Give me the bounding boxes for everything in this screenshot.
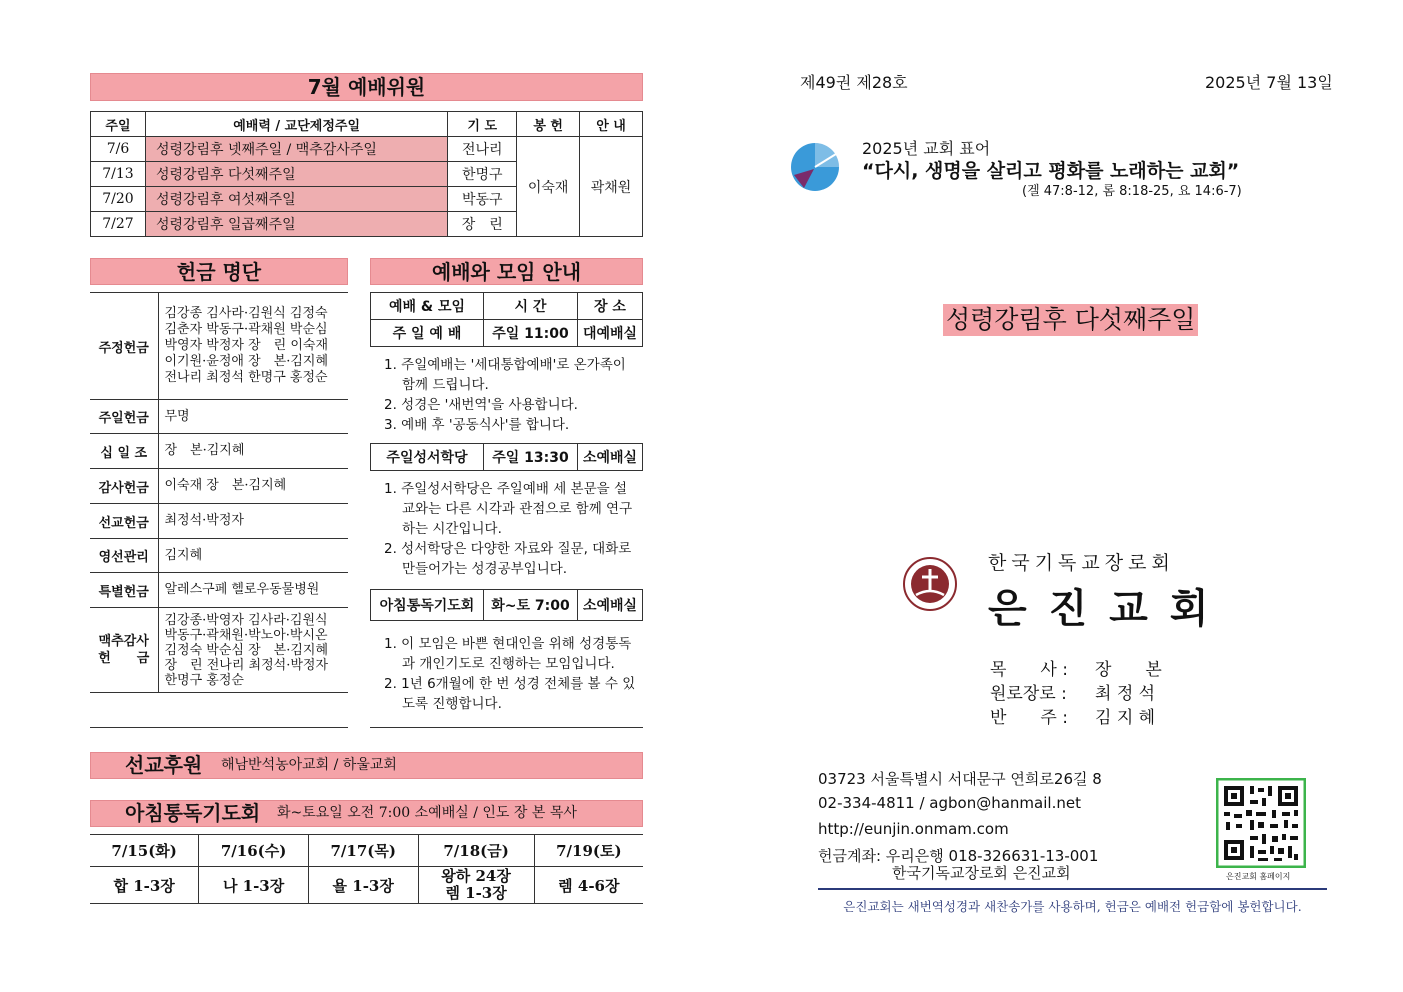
morning-day: 7/19(토)	[534, 835, 643, 867]
offering-line: 김춘자 박동구·곽채원 박순심	[164, 322, 328, 337]
footer-rule	[818, 888, 1327, 890]
guide-place: 대예배실	[578, 320, 643, 347]
account-label: 헌금계좌:	[818, 847, 882, 865]
church-name: 은 진 교 회	[988, 586, 1213, 632]
guide-bottom-rule	[370, 727, 643, 728]
offering-label: 십 일 조	[90, 434, 158, 469]
qr-caption: 은진교회 홈페이지	[1226, 872, 1291, 881]
morning-reading: 렘 4-6장	[534, 867, 643, 904]
worship-prayer: 전나리	[448, 137, 517, 162]
staff-name: 최 정 석	[1095, 684, 1156, 704]
worship-header: 예배력 / 교단제정주일	[145, 112, 447, 137]
worship-date: 7/20	[91, 187, 146, 212]
morning-day: 7/18(금)	[418, 835, 534, 867]
worship-usher: 곽채원	[580, 137, 643, 237]
worship-header: 봉 헌	[517, 112, 580, 137]
staff-role: 목 사 :	[990, 660, 1068, 680]
guide-item: 1. 주일예배는 '세대통합예배'로 온가족이 함께 드립니다.	[384, 357, 626, 393]
offering-names: 알레스구페 헬로우동물병원	[158, 573, 348, 608]
guide-name: 주 일 예 배	[371, 320, 484, 347]
guide-header-cell: 시 간	[484, 293, 578, 320]
morning-reading: 합 1-3장	[90, 867, 199, 904]
guide-list	[380, 355, 638, 435]
offering-names: 김지혜	[158, 539, 348, 573]
offering-line: 박영자 박정자 장 린 이숙재	[164, 338, 329, 353]
morning-day: 7/16(수)	[199, 835, 309, 867]
guide-name: 아침통독기도회	[371, 590, 484, 621]
worship-header: 주일	[91, 112, 146, 137]
guide-item: 1. 주일성서학당은 주일예배 세 본문을 설교와는 다른 시각과 관점으로 함께 연구하는 시간입니다.	[384, 481, 633, 537]
morning-title: 아침통독기도회	[125, 801, 261, 825]
offering-names: 최정석·박정자	[158, 504, 348, 539]
guide-item: 2. 1년 6개월에 한 번 성경 전체를 볼 수 있도록 진행합니다.	[384, 676, 636, 712]
offering-title: 헌금 명단	[90, 258, 348, 285]
offering-empty	[158, 693, 348, 728]
guide-list	[380, 479, 638, 579]
mission-text: 해남반석농아교회 / 하울교회	[221, 757, 397, 773]
morning-text: 화~토요일 오전 7:00 소예배실 / 인도 장 본 목사	[277, 805, 577, 821]
guide-header	[370, 292, 643, 347]
offering-line: 박동구·곽채원·박노아·박시온	[164, 627, 328, 643]
guide-section-head	[370, 589, 643, 621]
offering-names: 장 본·김지혜	[158, 434, 348, 469]
mission-title: 선교후원	[125, 753, 203, 777]
offering-empty	[90, 693, 158, 728]
worship-date: 7/13	[91, 162, 146, 187]
worship-name: 성령강림후 넷째주일 / 맥추감사주일	[145, 137, 447, 162]
offering-line: 전나리 최정석 한명구 홍정순	[164, 370, 328, 385]
church-logo-icon	[903, 557, 957, 611]
worship-date: 7/27	[91, 212, 146, 237]
guide-item: 1. 이 모임은 바쁜 현대인을 위해 성경통독과 개인기도로 진행하는 모임입니다.	[384, 636, 632, 672]
worship-title: 7월 예배위원	[90, 73, 643, 101]
offering-line: 한명구 홍정순	[164, 672, 244, 688]
motto-label: 2025년 교회 표어	[862, 139, 991, 158]
denomination: 한국기독교장로회	[988, 552, 1175, 574]
worship-name: 성령강림후 일곱째주일	[145, 212, 447, 237]
guide-place: 소예배실	[578, 444, 643, 471]
guide-item: 3. 예배 후 '공동식사'를 합니다.	[384, 417, 570, 433]
staff-row	[990, 682, 1162, 706]
worship-header: 안 내	[580, 112, 643, 137]
worship-name: 성령강림후 여섯째주일	[145, 187, 447, 212]
offering-label	[90, 608, 158, 693]
offering-names: 이숙재 장 본·김지혜	[158, 469, 348, 504]
guide-header-cell: 예배 & 모임	[371, 293, 484, 320]
offering-line: 이기원·윤정애 장 본·김지혜	[164, 354, 329, 369]
worship-offering-person: 이숙재	[517, 137, 580, 237]
offering-names	[158, 293, 348, 400]
volume: 제49권 제28호	[800, 73, 908, 92]
guide-section-head	[370, 443, 643, 471]
footer-note: 은진교회는 새번역성경과 새찬송가를 사용하며, 헌금은 예배전 헌금함에 봉헌합니다.	[843, 899, 1302, 914]
guide-item: 2. 성경은 '새번역'을 사용합니다.	[384, 397, 578, 413]
account-number: 우리은행 018-326631-13-001	[885, 847, 1099, 865]
worship-prayer: 한명구	[448, 162, 517, 187]
worship-prayer: 박동구	[448, 187, 517, 212]
offering-label-line: 헌 금	[98, 651, 150, 666]
worship-table	[90, 111, 643, 237]
offering-label: 주일헌금	[90, 400, 158, 434]
worship-date: 7/6	[91, 137, 146, 162]
morning-reading: 왕하 24장 렘 1-3장	[418, 867, 534, 904]
offering-label: 특별헌금	[90, 573, 158, 608]
mission-bar	[90, 752, 643, 779]
morning-table	[90, 834, 643, 904]
offering-label: 선교헌금	[90, 504, 158, 539]
motto: “다시, 생명을 살리고 평화를 노래하는 교회”	[862, 160, 1240, 182]
guide-place: 소예배실	[578, 590, 643, 621]
morning-day: 7/17(목)	[308, 835, 418, 867]
staff-role: 원로장로 :	[990, 684, 1067, 704]
guide-item: 2. 성서학당은 다양한 자료와 질문, 대화로 만들어가는 성경공부입니다.	[384, 541, 632, 577]
worship-header: 기 도	[448, 112, 517, 137]
staff-name: 장 본	[1095, 660, 1162, 680]
contact: 02-334-4811 / agbon@hanmail.net	[818, 794, 1081, 812]
guide-list	[380, 634, 638, 714]
offering-table	[90, 292, 348, 728]
morning-reading: 나 1-3장	[199, 867, 309, 904]
morning-reading: 욜 1-3장	[308, 867, 418, 904]
worship-name: 성령강림후 다섯째주일	[145, 162, 447, 187]
sunday-title: 성령강림후 다섯째주일	[943, 304, 1198, 336]
address: 03723 서울특별시 서대문구 연희로26길 8	[818, 770, 1102, 788]
offering-label-line: 맥추감사	[98, 634, 149, 649]
morning-bar	[90, 800, 643, 827]
qr-code-icon[interactable]	[1216, 778, 1306, 868]
staff-role: 반 주 :	[990, 708, 1068, 728]
worship-prayer: 장 린	[448, 212, 517, 237]
staff-row	[990, 706, 1162, 730]
offering-line: 김정숙 박순심 장 본·김지혜	[164, 642, 329, 658]
staff-name: 김 지 혜	[1095, 708, 1156, 728]
offering-line: 김강종·박영자 김사라·김원식	[164, 612, 328, 628]
morning-day: 7/15(화)	[90, 835, 199, 867]
offering-names	[158, 608, 348, 693]
guide-time: 주일 13:30	[484, 444, 578, 471]
account-holder: 한국기독교장로회 은진교회	[892, 864, 1071, 882]
staff-list	[990, 658, 1162, 730]
offering-label: 감사헌금	[90, 469, 158, 504]
guide-name: 주일성서학당	[371, 444, 484, 471]
staff-row	[990, 658, 1162, 682]
motto-icon	[790, 142, 840, 192]
offering-line: 장 린 전나리 최정석·박정자	[164, 657, 329, 673]
guide-time: 화~토 7:00	[484, 590, 578, 621]
issue-date: 2025년 7월 13일	[1205, 73, 1333, 92]
offering-label: 영선관리	[90, 539, 158, 573]
guide-time: 주일 11:00	[484, 320, 578, 347]
offering-label: 주정헌금	[90, 293, 158, 400]
guide-header-cell: 장 소	[578, 293, 643, 320]
guide-title: 예배와 모임 안내	[370, 258, 643, 285]
website[interactable]: http://eunjin.onmam.com	[818, 820, 1009, 838]
offering-line: 김강종 김사라·김원식 김정숙	[164, 306, 328, 321]
motto-ref: (겔 47:8-12, 롬 8:18-25, 요 14:6-7)	[1022, 184, 1242, 199]
offering-names: 무명	[158, 400, 348, 434]
